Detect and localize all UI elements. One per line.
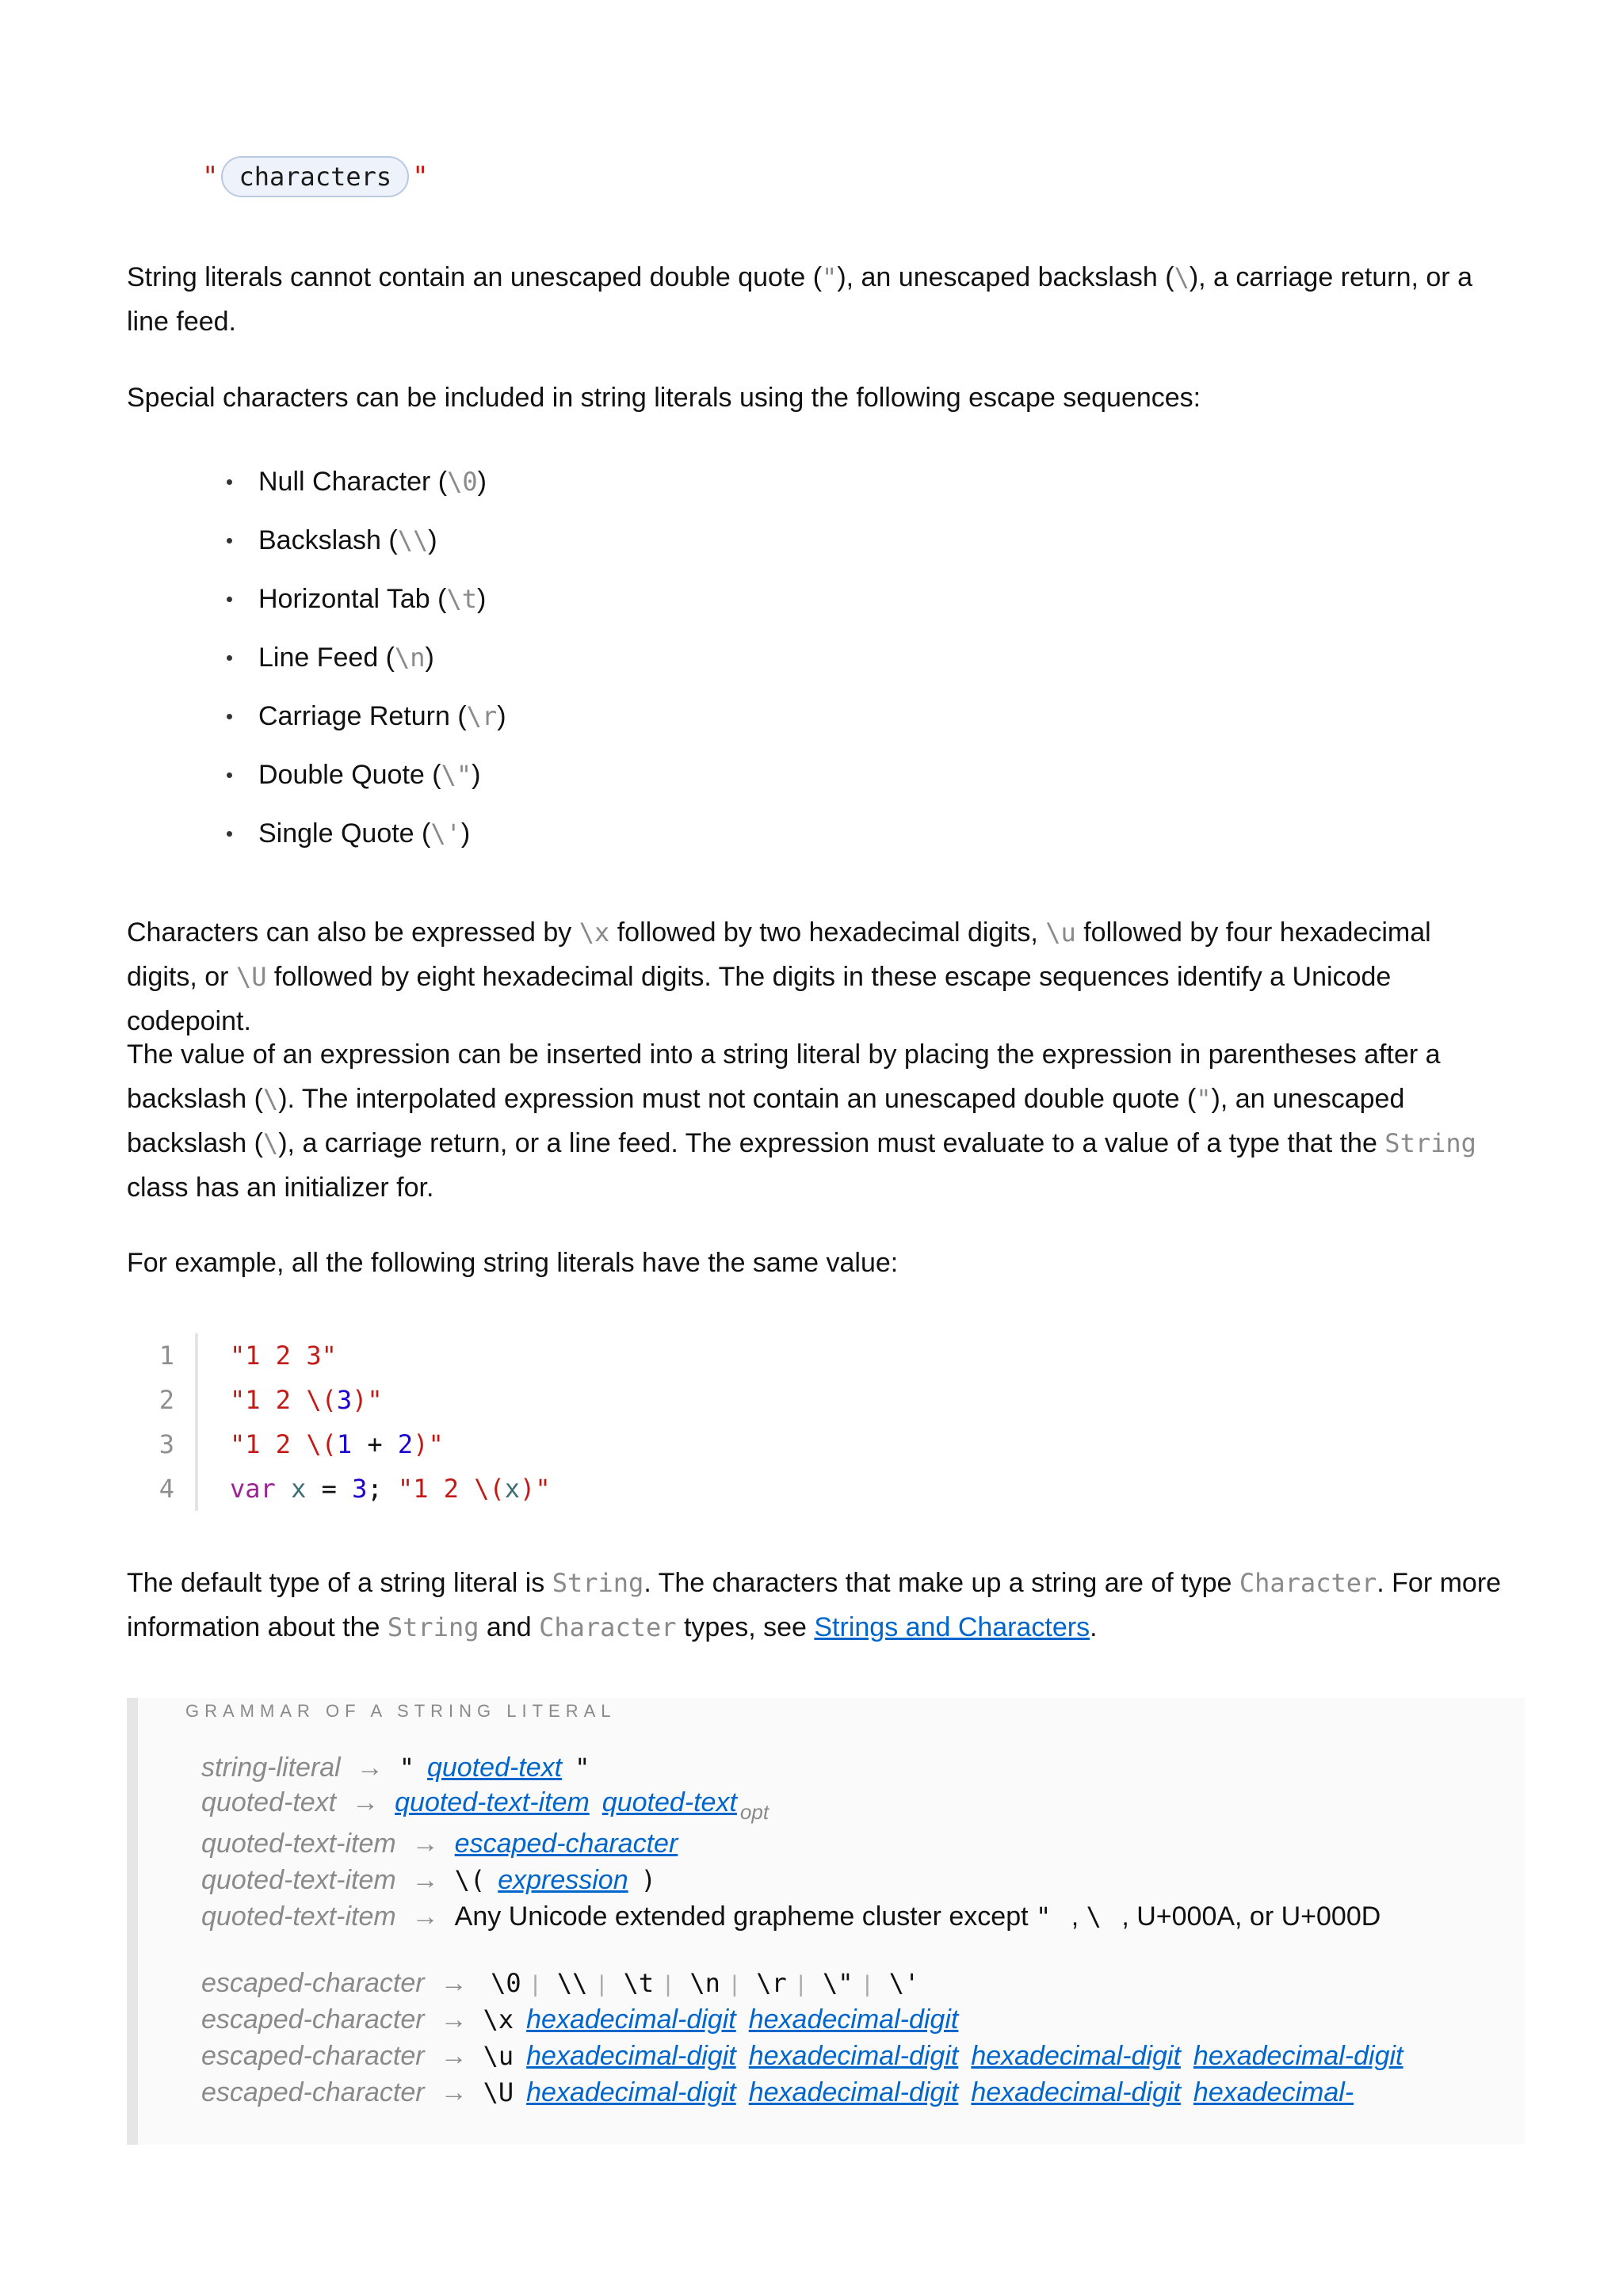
grammar-rule: escaped-character → \0 | \\ | \t | \n | \r | \" | \' (201, 1968, 920, 1998)
open-quote: " (202, 161, 219, 193)
paragraph-hex-escapes: Characters can also be expressed by \x followed by two hexadecimal digits, \u followed by four hexadecimal digits, or \U followed by eight hexadecimal digits. The digits in these escape sequences identify a Unicode codepoint. (127, 917, 1431, 1036)
grammar-link[interactable]: hexadecimal-digit (526, 2004, 736, 2035)
grammar-link[interactable]: hexadecimal-digit (526, 2041, 736, 2071)
list-item: Backslash (\\) (220, 518, 506, 577)
grammar-rule: escaped-character → \U hexadecimal-digit hexadecimal-digit hexadecimal-digit hexadecimal- (201, 2077, 1354, 2107)
grammar-rule: quoted-text-item → escaped-character (201, 1829, 678, 1859)
paragraph-restrictions: String literals cannot contain an unescaped double quote ("), an unescaped backslash (\), a carriage return, or a line feed. (127, 262, 1472, 337)
paragraph-default-type: The default type of a string literal is String. The characters that make up a string are of type Character. For more information about the String and Character types, see Strings and Characters. (127, 1568, 1502, 1642)
grammar-rule: quoted-text-item → Any Unicode extended grapheme cluster except " , \ , U+000A, or U+000D (201, 1901, 1381, 1932)
grammar-link[interactable]: quoted-text (426, 1753, 563, 1783)
close-quote: " (412, 161, 429, 193)
code-line: 2 "1 2 \(3)" (143, 1378, 1506, 1422)
grammar-link[interactable]: hexadecimal-digit (971, 2041, 1181, 2071)
grammar-rule: quoted-text → quoted-text-item quoted-text $_{opt}$ (201, 1787, 769, 1824)
grammar-link[interactable]: escaped-character (454, 1829, 678, 1859)
paragraph-interpolation: The value of an expression can be inserted into a string literal by placing the expression in parentheses after a backslash (\). The interpolated expression must not contain an unescaped double quote ("), an unescaped backslash (\), a carriage return, or a line feed. The expression must evaluate to a value of a type that the String class has an initializer for. (127, 1039, 1476, 1203)
grammar-link[interactable]: quoted-text-item (395, 1787, 590, 1817)
code-example (143, 1333, 1506, 1511)
grammar-link[interactable]: hexadecimal-digit (1193, 2041, 1403, 2071)
grammar-link[interactable]: expression (498, 1865, 628, 1895)
list-item: Double Quote (\") (220, 753, 506, 811)
list-item: Line Feed (\n) (220, 635, 506, 694)
grammar-title: GRAMMAR OF A STRING LITERAL (185, 1701, 617, 1721)
list-item: Null Character (\0) (220, 460, 506, 518)
list-item: Carriage Return (\r) (220, 694, 506, 753)
grammar-rule: quoted-text-item → \( expression ) (201, 1865, 656, 1895)
grammar-rule: escaped-character → \u hexadecimal-digit hexadecimal-digit hexadecimal-digit hexadecimal-digit (201, 2041, 1403, 2071)
grammar-link[interactable]: hexadecimal-digit (748, 2077, 959, 2107)
grammar-box (127, 1698, 1525, 2145)
grammar-link[interactable]: hexadecimal-digit (748, 2004, 959, 2035)
grammar-link[interactable]: hexadecimal- (1193, 2077, 1354, 2107)
grammar-link[interactable]: hexadecimal-digit (526, 2077, 736, 2107)
grammar-rule: string-literal → " quoted-text " (201, 1753, 590, 1783)
strings-and-characters-link[interactable]: Strings and Characters (814, 1612, 1090, 1642)
code-line: 1 "1 2 3" (143, 1333, 1506, 1378)
grammar-rule: escaped-character → \x hexadecimal-digit hexadecimal-digit (201, 2004, 959, 2035)
list-item: Single Quote (\') (220, 811, 506, 870)
escape-sequence-list (220, 460, 506, 870)
grammar-link[interactable]: hexadecimal-digit (748, 2041, 959, 2071)
code-line: 3 "1 2 \(1 + 2)" (143, 1422, 1506, 1466)
paragraph-example-intro: For example, all the following string literals have the same value: (127, 1248, 899, 1278)
string-literal-syntax (202, 155, 429, 198)
grammar-link[interactable]: hexadecimal-digit (971, 2077, 1181, 2107)
grammar-link[interactable]: quoted-text (601, 1787, 737, 1817)
code-line: 4 var x = 3; "1 2 \(x)" (143, 1466, 1506, 1511)
characters-placeholder-pill: characters (221, 156, 409, 197)
paragraph-escape-intro: Special characters can be included in string literals using the following escape sequences: (127, 383, 1201, 413)
list-item: Horizontal Tab (\t) (220, 577, 506, 635)
